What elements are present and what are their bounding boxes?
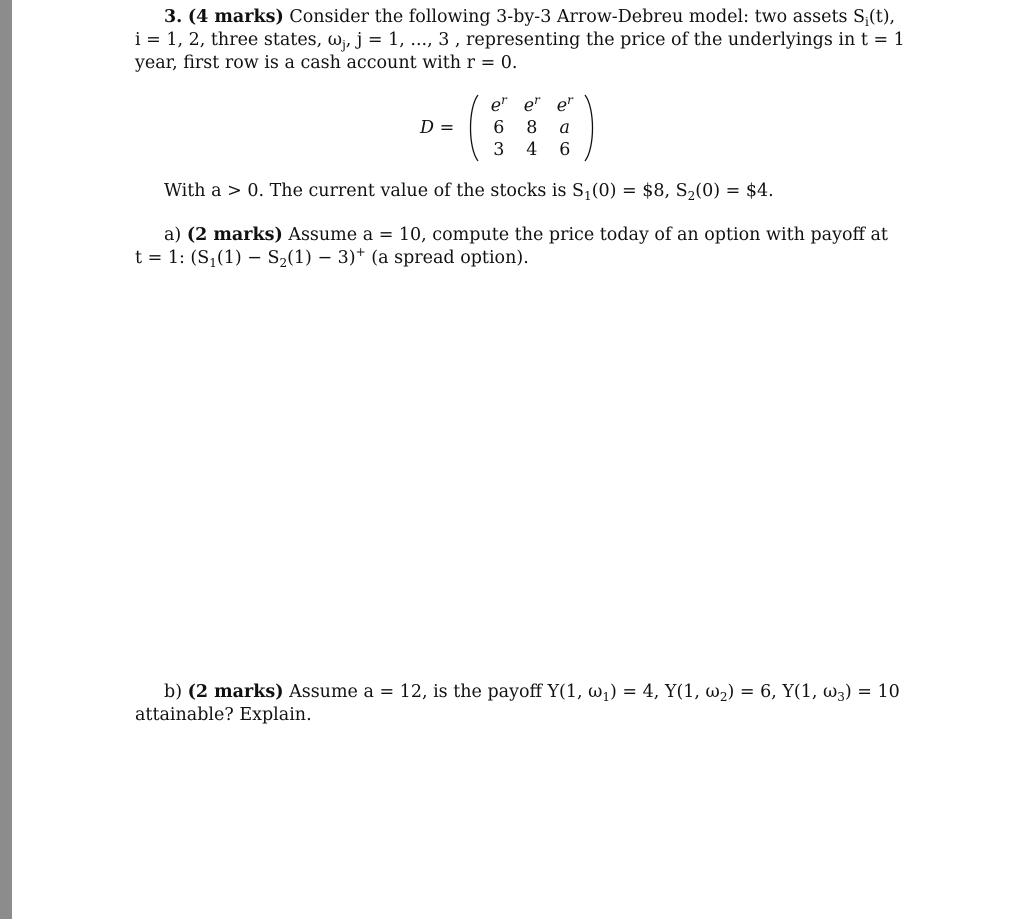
part-b [135,681,900,727]
viewer-left-edge [0,0,12,919]
question-3-line-1 [135,6,896,29]
with-line-part-c: (0) = $4. [695,181,774,201]
question-marks: (4 marks) [187,7,284,27]
part-a [135,224,888,270]
matrix-label: D = [420,118,455,138]
right-paren [583,94,597,162]
question-line-1-sub: i [865,15,869,29]
matrix-cell-r3c2: 4 [526,140,538,160]
question-3-intro [135,6,905,75]
document-page [12,0,1024,919]
matrix-cell-r1c2: $e^r$ [523,93,540,116]
stock-values-line [135,180,880,203]
matrix-cell-r1c3: $e^r$ [556,93,573,116]
with-line-part-b: (0) = $8, S [591,181,688,201]
question-line-1-text: Consider the following 3-by-3 Arrow-Debreu model: two assets S [289,7,866,27]
matrix-grid [482,95,581,161]
question-line-2-part-a: i = 1, 2, three states, ω [135,30,343,50]
question-line-2-sub: j [342,38,346,52]
part-b-marks: (2 marks) [187,682,284,702]
with-line-sub-1: 1 [584,189,592,203]
matrix-cell-r3c1: 3 [493,140,505,160]
with-line-part-a: With a > 0. The current value of the stocks is S [164,181,585,201]
question-line-2-part-b: , j = 1, ..., 3 , representing the price of the underlyings in t = 1 [345,30,905,50]
matrix-cell-r2c3: a [559,118,570,138]
part-a-line-2: t = 1: $(S_1(1) - S_2(1) - 3)^+$ (a spread option). [135,245,529,270]
matrix-d [420,92,597,164]
question-line-1-end: (t), [868,7,896,27]
part-b-line-1: b) (2 marks) Assume a = 12, is the payoff Y(1, $\omega_1) = 4$, Y(1, $\omega_2) = 6$, Y(1, $\omega_3) = 10$ [164,682,900,704]
question-3-line-2 [135,29,905,52]
question-3-line-3: year, first row is a cash account with r = 0. [135,53,518,73]
part-b-line-2: attainable? Explain. [135,705,312,725]
part-a-line-1-text: Assume a = 10, compute the price today of an option with payoff at [288,225,888,245]
left-paren [466,94,480,162]
matrix-cell-r2c2: 8 [526,118,538,138]
matrix-cell-r1c1: $e^r$ [490,93,507,116]
part-a-label: a) [164,225,182,245]
with-line-sub-2: 2 [687,189,696,203]
part-a-marks: (2 marks) [186,225,283,245]
part-a-line-1 [135,224,888,247]
matrix-cell-r3c3: 6 [559,140,571,160]
question-number: 3. [164,7,183,27]
matrix-cell-r2c1: 6 [493,118,505,138]
part-b-label: b) [164,682,183,702]
